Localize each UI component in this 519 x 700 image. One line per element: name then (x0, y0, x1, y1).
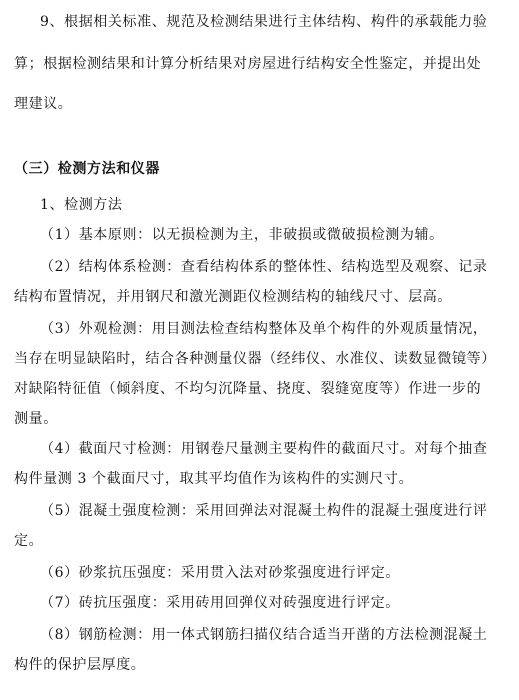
paragraph-2-line2: 结构布置情况，并用钢尺和激光测距仪检测结构的轴线尺寸、层高。 (14, 289, 452, 305)
paragraph-5-line2: 定。 (14, 533, 44, 549)
paragraph-3-line4: 测量。 (14, 411, 58, 427)
section-heading: （三）检测方法和仪器 (14, 161, 160, 177)
paragraph-3-line2: 当存在明显缺陷时，结合各种测量仪器（经纬仪、水准仪、读数显微镜等） (14, 351, 496, 367)
item9-line1: 9、根据相关标准、规范及检测结果进行主体结构、构件的承载能力验 (40, 14, 488, 30)
paragraph-1: （1）基本原则：以无损检测为主，非破损或微破损检测为辅。 (40, 227, 444, 243)
paragraph-3-line1: （3）外观检测：用目测法检查结构整体及单个构件的外观质量情况， (40, 321, 488, 337)
item9-line3: 理建议。 (14, 96, 73, 112)
paragraph-8-line2: 构件的保护层厚度。 (14, 657, 146, 673)
paragraph-6: （6）砂浆抗压强度：采用贯入法对砂浆强度进行评定。 (40, 565, 400, 581)
subheading: 1、检测方法 (40, 197, 123, 213)
item9-line2: 算；根据检测结果和计算分析结果对房屋进行结构安全性鉴定，并提出处 (14, 56, 482, 72)
paragraph-4-line1: （4）截面尺寸检测：用钢卷尺量测主要构件的截面尺寸。对每个抽查 (40, 441, 488, 457)
paragraph-7: （7）砖抗压强度：采用砖用回弹仪对砖强度进行评定。 (40, 595, 400, 611)
paragraph-5-line1: （5）混凝土强度检测：采用回弹法对混凝土构件的混凝土强度进行评 (40, 503, 488, 519)
paragraph-8-line1: （8）钢筋检测：用一体式钢筋扫描仪结合适当开凿的方法检测混凝土 (40, 627, 488, 643)
paragraph-4-line2: 构件量测 3 个截面尺寸，取其平均值作为该构件的实测尺寸。 (14, 471, 414, 487)
paragraph-2-line1: （2）结构体系检测：查看结构体系的整体性、结构选型及观察、记录 (40, 259, 488, 275)
paragraph-3-line3: 对缺陷特征值（倾斜度、不均匀沉降量、挠度、裂缝宽度等）作进一步的 (14, 381, 482, 397)
